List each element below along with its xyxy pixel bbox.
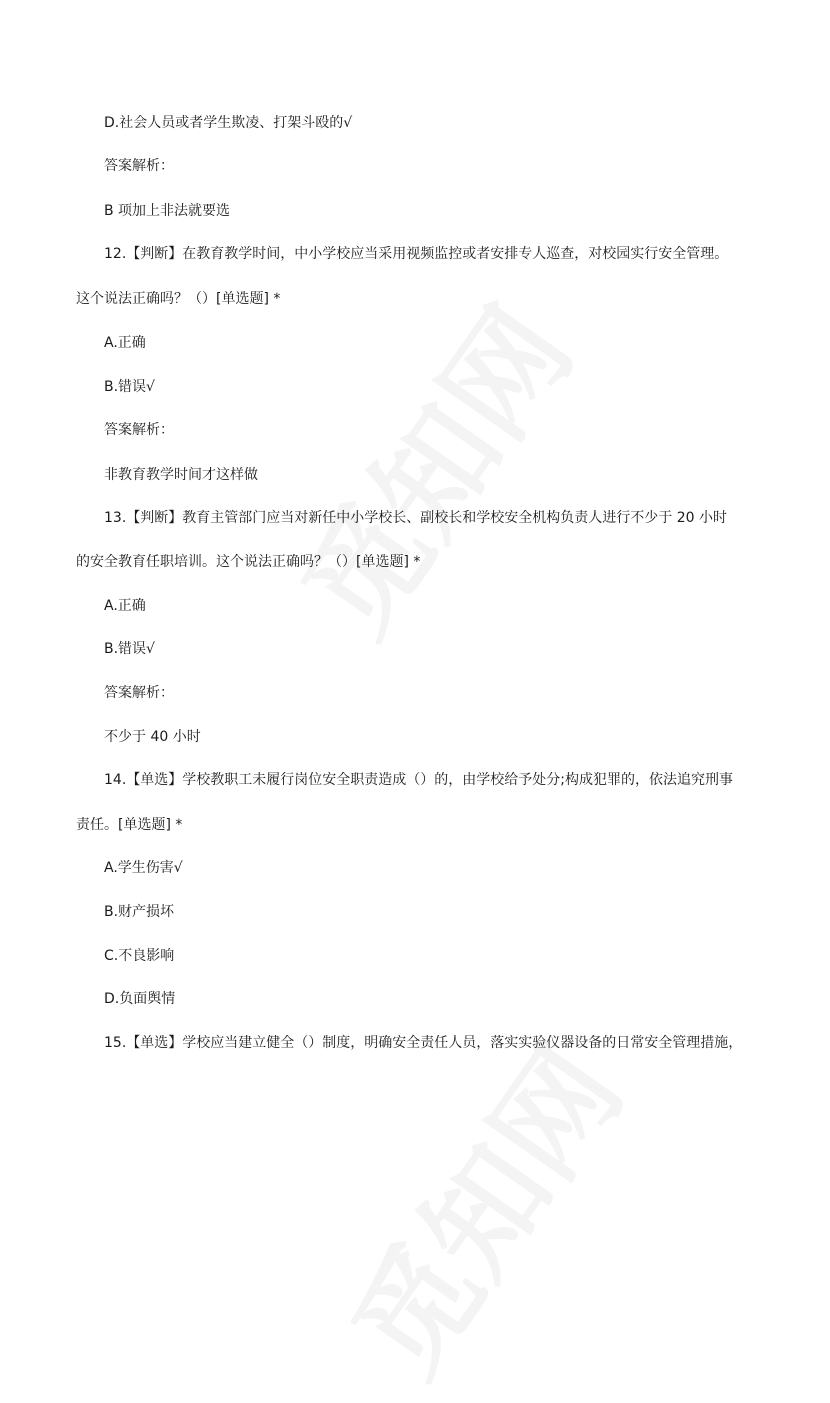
option-b-answer: B.错误√: [104, 379, 155, 395]
question-13-line-1: 13.【判断】教育主管部门应当对新任中小学校长、副校长和学校安全机构负责人进行不少于 20 小时: [104, 510, 727, 526]
option-b: B.财产损坏: [104, 904, 175, 920]
question-12-line-1: 12.【判断】在教育教学时间，中小学校应当采用视频监控或者安排专人巡查，对校园实行安全管理。: [104, 246, 729, 262]
question-13-line-2: 的安全教育任职培训。这个说法正确吗？（）[单选题] *: [76, 554, 421, 570]
option-d: D.负面舆情: [104, 991, 176, 1007]
option-a: A.正确: [104, 598, 146, 614]
question-12-line-2: 这个说法正确吗？（）[单选题] *: [76, 291, 281, 307]
question-15-line-1: 15.【单选】学校应当建立健全（）制度，明确安全责任人员，落实实验仪器设备的日常安全管理措施，: [104, 1035, 743, 1051]
answer-analysis-label: 答案解析：: [104, 422, 174, 438]
question-14-line-1: 14.【单选】学校教职工未履行岗位安全职责造成（）的，由学校给予处分;构成犯罪的，依法追究刑事: [104, 772, 733, 788]
watermark-bottom: [306, 1009, 653, 1403]
answer-analysis-text: B 项加上非法就要选: [104, 203, 231, 219]
option-c: C.不良影响: [104, 948, 175, 964]
answer-analysis-label: 答案解析：: [104, 158, 174, 174]
option-a: A.正确: [104, 335, 146, 351]
answer-analysis-text: 非教育教学时间才这样做: [104, 467, 258, 483]
answer-analysis-text: 不少于 40 小时: [104, 729, 201, 745]
answer-analysis-label: 答案解析：: [104, 685, 174, 701]
option-b-answer: B.错误√: [104, 641, 155, 657]
watermark: [256, 269, 603, 663]
option-a-answer: A.学生伤害√: [104, 860, 183, 876]
option-d-answer: D.社会人员或者学生欺凌、打架斗殴的√: [104, 115, 353, 131]
question-14-line-2: 责任。[单选题] *: [76, 817, 183, 833]
